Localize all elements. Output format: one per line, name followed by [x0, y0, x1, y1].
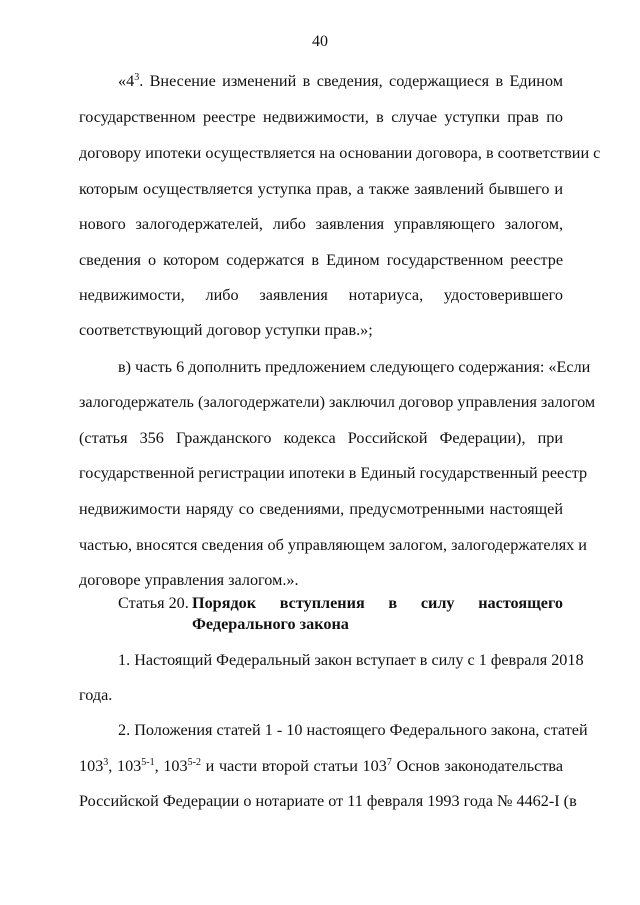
paragraph-v-line-7: договоре управления залогом.».	[79, 571, 299, 589]
paragraph-2-line-3: Российской Федерации о нотариате от 11 февраля 1993 года № 4462-I (в	[79, 792, 577, 810]
paragraph-4-3-line-5: нового залогодержателей, либо заявления управляющего залогом,	[79, 215, 563, 233]
paragraph-2-line-2: $103^3$, 103$^{5-1}$, 103$^{5-2}$ и части второй статьи $103^7$ Основ законодательства	[79, 757, 564, 775]
paragraph-v-line-5: недвижимости наряду со сведениями, предусмотренными настоящей	[79, 500, 563, 518]
paragraph-2-line-1: 2. Положения статей 1 - 10 настоящего Федерального закона, статей	[118, 721, 588, 739]
paragraph-v-line-1: в) часть 6 дополнить предложением следующего содержания: «Если	[118, 358, 591, 376]
paragraph-4-3-line-8: соответствующий договор уступки прав.»;	[79, 321, 373, 339]
paragraph-1-line-1: 1. Настоящий Федеральный закон вступает в силу с 1 февраля 2018	[118, 651, 584, 669]
paragraph-v-line-6: частью, вносятся сведения об управляющем залогом, залогодержателях и	[79, 536, 587, 554]
paragraph-4-3-line-6: сведения о котором содержатся в Едином государственном реестре	[79, 251, 563, 269]
paragraph-1-line-2: года.	[79, 686, 113, 704]
article-label: Статья 20.	[118, 594, 189, 612]
paragraph-4-3-line-3: договору ипотеки осуществляется на основании договора, в соответствии с	[79, 144, 601, 162]
page-number: 40	[312, 33, 328, 50]
paragraph-v-line-3: (статья 356 Гражданского кодекса Российской Федерации), при	[79, 429, 563, 447]
article-title-line-2: Федерального закона	[192, 615, 349, 633]
paragraph-4-3-line-7: недвижимости, либо заявления нотариуса, удостоверившего	[79, 286, 563, 304]
paragraph-v-line-4: государственной регистрации ипотеки в Единый государственный реестр	[79, 464, 588, 482]
paragraph-4-3-line-2: государственном реестре недвижимости, в случае уступки прав по	[79, 108, 563, 126]
paragraph-4-3-line-1: «$4^3$. Внесение изменений в сведения, содержащиеся в Едином	[118, 72, 563, 90]
article-title-line-1: Порядок вступления в силу настоящего	[192, 594, 563, 612]
paragraph-v-line-2: залогодержатель (залогодержатели) заключил договор управления залогом	[79, 393, 596, 411]
paragraph-4-3-line-4: которым осуществляется уступка прав, а также заявлений бывшего и	[79, 180, 563, 198]
